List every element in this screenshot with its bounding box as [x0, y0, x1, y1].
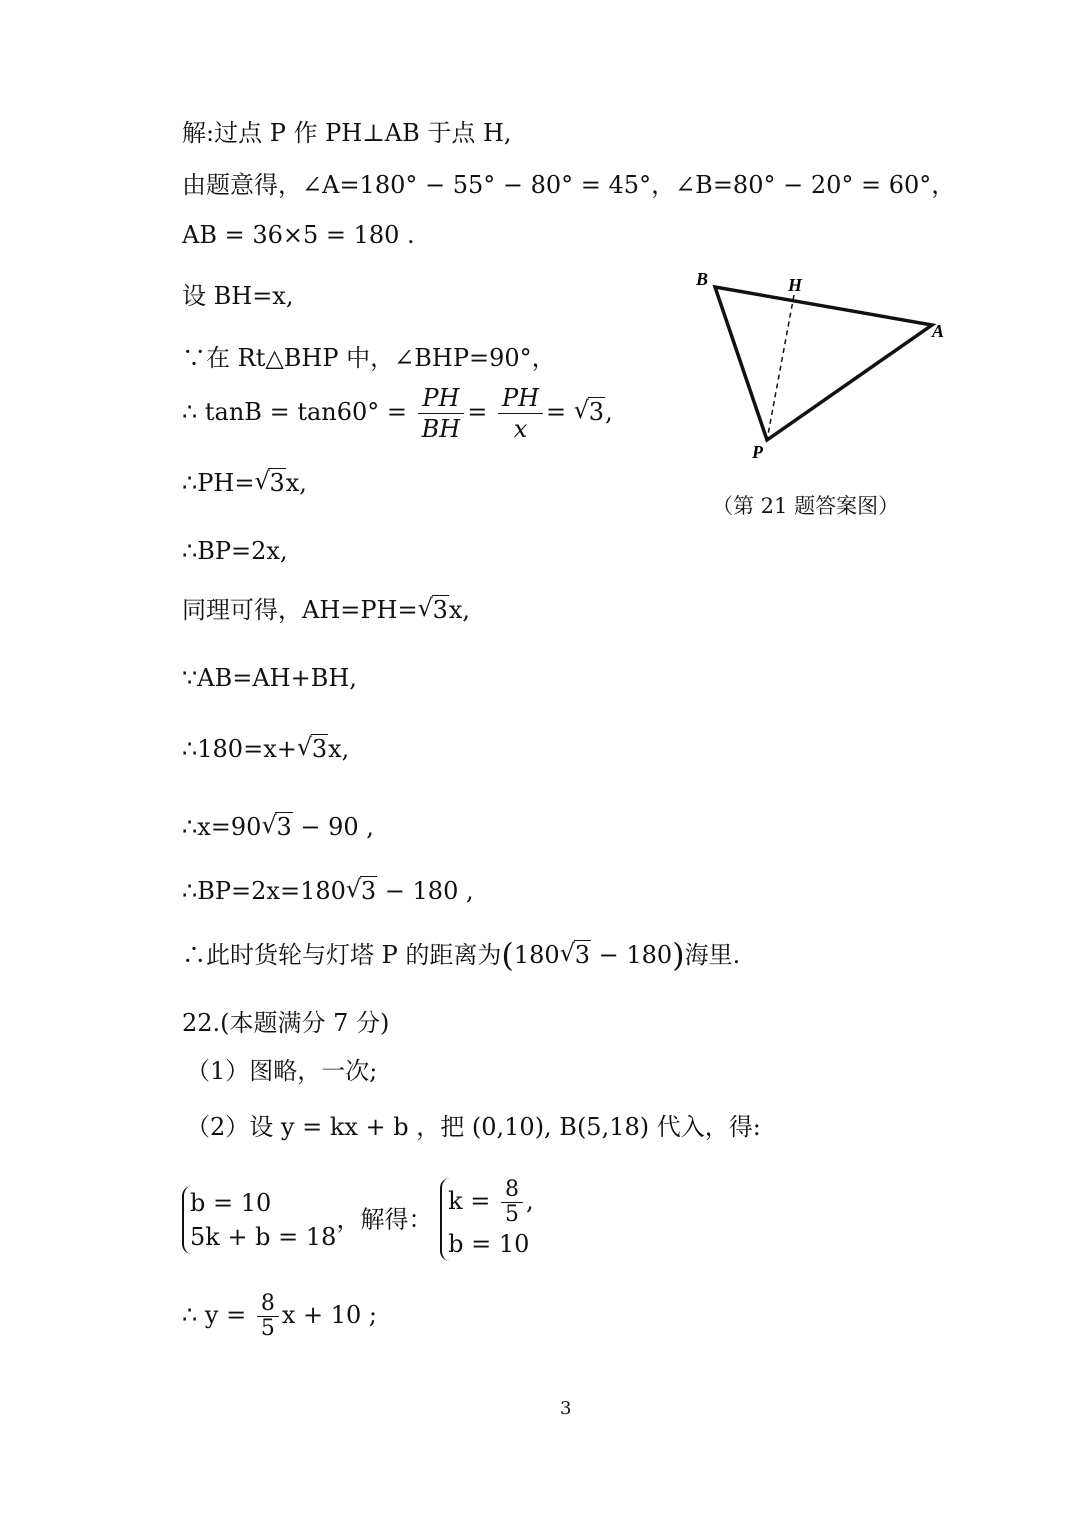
text-part: − 90 ,	[292, 813, 374, 841]
text-part: ∴此时货轮与灯塔 P 的距离为	[182, 941, 502, 969]
solution-line-12	[182, 812, 374, 842]
triangle-bhp-a	[715, 287, 932, 440]
text-part: − 180 ,	[377, 877, 474, 905]
fraction-numerator: 8	[257, 1292, 279, 1317]
sqrt-symbol	[297, 734, 328, 764]
equals-sign: =	[546, 398, 567, 426]
fraction-8-5	[501, 1178, 523, 1227]
fraction-numerator: PH	[498, 383, 543, 414]
fraction-denominator: x	[513, 415, 528, 443]
q22-title: 22.(本题满分 7 分)	[182, 1009, 390, 1037]
solution-line-7	[182, 468, 307, 498]
right-paren: )	[672, 936, 685, 974]
triangle-figure	[680, 255, 960, 470]
equals-sign: =	[467, 398, 488, 426]
fraction-numerator: PH	[418, 383, 465, 414]
system-of-equations-1	[182, 1186, 336, 1254]
text-part: ∴180=x+	[182, 735, 297, 763]
text-part: ∴BP=2x=180	[182, 877, 346, 905]
solution-line-1: 解:过点 P 作 PH⊥AB 于点 H,	[182, 119, 512, 147]
text-part: x,	[448, 596, 471, 624]
page-number: 3	[560, 1398, 572, 1419]
fraction-denominator: 5	[260, 1316, 275, 1341]
punctuation: ,	[605, 398, 613, 426]
fraction-denominator: 5	[505, 1202, 520, 1227]
solution-line-14	[182, 936, 741, 974]
solution-line-8: ∴BP=2x,	[182, 537, 288, 565]
left-paren: (	[501, 936, 514, 974]
sqrt-symbol	[560, 940, 591, 970]
label-p: P	[752, 442, 763, 462]
solution-line-4: 设 BH=x,	[182, 282, 294, 310]
solution-line-2: 由题意得，∠A=180° − 55° − 80° = 45°，∠B=80° − 20° = 60°，	[182, 171, 956, 199]
q22-equation-systems	[182, 1178, 534, 1261]
text-part: x + 10 ;	[281, 1301, 377, 1329]
text-part: ∴PH=	[182, 469, 255, 497]
radicand: 3	[360, 877, 377, 905]
q22-result	[182, 1292, 377, 1341]
sqrt-symbol	[254, 468, 285, 498]
solution-line-13	[182, 876, 474, 906]
text-part: 180	[513, 941, 560, 969]
text-part: k =	[448, 1187, 491, 1215]
radicand: 3	[588, 398, 605, 426]
text-part: − 180	[590, 941, 673, 969]
equation: 5k + b = 18	[190, 1222, 337, 1251]
solution-line-3: AB = 36×5 = 180 .	[182, 221, 415, 249]
system-of-equations-2	[440, 1178, 534, 1261]
solution-line-5: ∵在 Rt△BHP 中，∠BHP=90°，	[182, 344, 556, 372]
radicand: 3	[311, 735, 328, 763]
solution-line-6	[182, 383, 613, 444]
q22-part-1: （1）图略，一次;	[186, 1057, 378, 1085]
equation: b = 10	[448, 1230, 530, 1258]
radicand: 3	[269, 469, 285, 497]
equation	[448, 1178, 534, 1227]
radicand: 3	[432, 596, 448, 624]
q22-part-2: （2）设 y = kx + b ，把 (0,10), B(5,18) 代入，得:	[186, 1113, 761, 1141]
figure-caption: （第 21 题答案图）	[712, 494, 900, 518]
sqrt-symbol	[346, 876, 377, 906]
solution-line-9	[182, 595, 470, 625]
fraction-numerator: 8	[501, 1178, 523, 1203]
solution-line-11	[182, 734, 349, 764]
equation: b = 10	[190, 1188, 272, 1217]
solve-label: ，解得：	[336, 1205, 433, 1234]
text-part: ∴x=90	[182, 813, 262, 841]
tan-expression: ∴ tanB = tan60° =	[182, 398, 407, 426]
altitude-ph	[767, 295, 794, 440]
sqrt-symbol	[574, 397, 605, 427]
sqrt-symbol	[261, 812, 292, 842]
label-a: A	[932, 321, 945, 341]
label-h: H	[788, 275, 803, 295]
fraction-denominator: BH	[421, 415, 461, 443]
text-part: ∴ y =	[182, 1301, 247, 1329]
text-part: 海里.	[684, 941, 741, 969]
radicand: 3	[276, 813, 292, 841]
text-part: x,	[285, 469, 307, 497]
text-part: x,	[328, 735, 350, 763]
fraction-8-5	[257, 1292, 279, 1341]
fraction-ph-bh	[418, 383, 465, 444]
radicand: 3	[574, 941, 590, 969]
solution-line-10: ∵AB=AH+BH,	[182, 664, 357, 692]
text-part: 同理可得，AH=PH=	[182, 596, 418, 624]
sqrt-symbol	[418, 595, 449, 625]
fraction-ph-x	[498, 383, 543, 444]
punctuation: ,	[526, 1187, 534, 1215]
label-b: B	[696, 269, 709, 289]
